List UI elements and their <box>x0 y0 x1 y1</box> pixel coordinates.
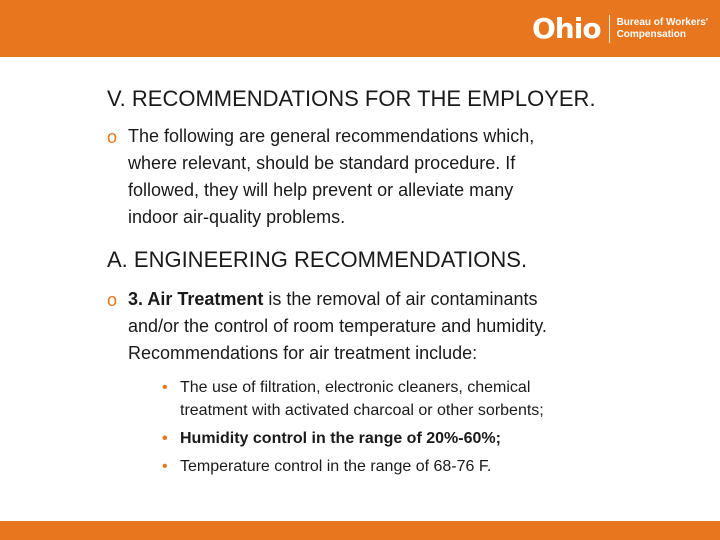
text-line: where relevant, should be standard procedure. If <box>128 153 516 173</box>
circle-bullet-icon: o <box>107 127 118 147</box>
text-line: Recommendations for air treatment include: <box>128 343 478 363</box>
list-item <box>162 376 682 422</box>
logo-line-1: Bureau of Workers' <box>616 17 709 28</box>
logo-agency-name <box>617 17 709 41</box>
list-item <box>162 455 682 478</box>
text-line: is the removal of air contaminants <box>263 289 538 309</box>
ohio-bwc-logo <box>532 12 708 46</box>
circle-bullet-icon: o <box>107 290 118 310</box>
list-item-text: Humidity control in the range of 20%-60%; <box>180 430 501 447</box>
list-item-text: Temperature control in the range of 68-76 F. <box>180 458 492 475</box>
bullet-dot-icon: • <box>162 379 168 396</box>
text-line: and/or the control of room temperature and humidity. <box>128 316 547 336</box>
bullet-dot-icon: • <box>162 458 168 475</box>
section-a-paragraph <box>128 286 698 367</box>
footer-bar <box>0 521 720 540</box>
section-v-paragraph <box>128 123 688 231</box>
logo-divider <box>609 15 610 43</box>
logo-line-2: Compensation <box>616 29 687 40</box>
list-item-text: treatment with activated charcoal or other sorbents; <box>180 402 544 419</box>
list-item <box>162 427 682 450</box>
bullet-dot-icon: • <box>162 430 168 447</box>
logo-ohio-text: Ohio <box>532 12 601 45</box>
text-line: indoor air-quality problems. <box>128 207 346 227</box>
air-treatment-list <box>162 376 682 478</box>
header-bar <box>0 0 720 57</box>
section-a-heading: A. ENGINEERING RECOMMENDATIONS. <box>107 247 528 272</box>
text-line: The following are general recommendations which, <box>128 126 535 146</box>
text-line: followed, they will help prevent or alleviate many <box>128 180 514 200</box>
section-v-heading: V. RECOMMENDATIONS FOR THE EMPLOYER. <box>107 86 596 111</box>
list-item-text: The use of filtration, electronic cleaners, chemical <box>180 379 531 396</box>
air-treatment-term: 3. Air Treatment <box>128 289 264 309</box>
